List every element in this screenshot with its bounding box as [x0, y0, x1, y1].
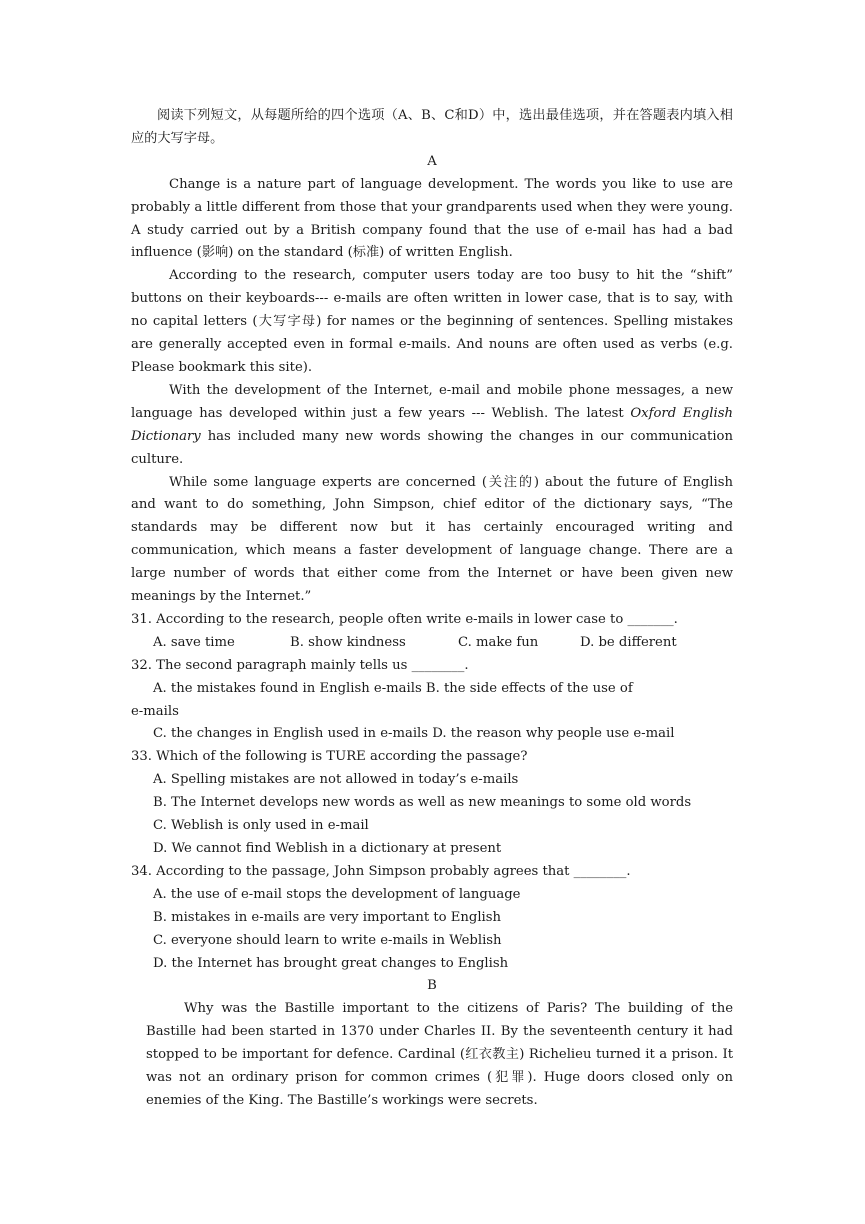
section-b-heading: B [427, 978, 437, 994]
section-a-heading: A [427, 153, 437, 169]
dictionary-title: Oxford English Dictionary [131, 405, 734, 444]
question-32-stem: 32. The second paragraph mainly tells us ________. [131, 657, 469, 673]
question-33-options [131, 769, 733, 861]
question-32-option-b-continued: e-mails [131, 703, 179, 719]
question-32-options-cd: C. the changes in English used in e-mails D. the reason why people use e-mail [153, 726, 675, 742]
question-33-option-d: D. We cannot find Weblish in a dictionary at present [153, 841, 502, 856]
passage-b-paragraph-1: Why was the Bastille important to the citizens of Paris? The building of the Bastille had been started in 1370 under Charles II. By the seventeenth century it had stopped to be important for defence. Cardinal (红衣教主) Richelieu turned it a prison. It was not an ordinary prison for common crimes (犯罪). Huge doors closed only on enemies of the King. The Bastille’s workings were secrets. [146, 1001, 733, 1108]
instructions: 阅读下列短文，从每题所给的四个选项（A、B、C和D）中，选出最佳选项，并在答题表内填入相应的大写字母。 [131, 108, 733, 146]
question-34-option-b: B. mistakes in e-mails are very important to English [153, 909, 502, 925]
question-33-option-c: C. Weblish is only used in e-mail [153, 818, 369, 834]
question-34-options [131, 884, 733, 976]
question-34-stem: 34. According to the passage, John Simpson probably agrees that ________. [131, 863, 631, 879]
exam-page [131, 105, 733, 1113]
question-31-options [131, 632, 733, 655]
question-31-option-d: D. be different [580, 634, 677, 650]
question-32-options-ab: A. the mistakes found in English e-mails B. the side effects of the use of [153, 680, 633, 696]
question-33-stem: 33. Which of the following is TURE according the passage? [131, 749, 528, 765]
question-34-option-a: A. the use of e-mail stops the development of language [153, 886, 521, 902]
question-34-option-d: D. the Internet has brought great changes to English [153, 955, 509, 971]
question-34-option-c: C. everyone should learn to write e-mails in Weblish [153, 932, 502, 948]
passage-a-paragraph-3 [131, 380, 733, 472]
question-31-option-c: C. make fun [458, 634, 539, 650]
question-31-option-b: B. show kindness [290, 634, 406, 650]
paragraph-3-text-start: With the development of the Internet, e-mail and mobile phone messages, a new language has developed within just a few years --- Weblish. The latest [131, 382, 733, 421]
question-33-option-b: B. The Internet develops new words as well as new meanings to some old words [153, 795, 692, 811]
question-31-stem: 31. According to the research, people often write e-mails in lower case to _______. [131, 611, 678, 627]
passage-a-paragraph-4: While some language experts are concerned (关注的) about the future of English and want to do something, John Simpson, chief editor of the dictionary says, “The standards may be different now but it has certainly encouraged writing and communication, which means a faster development of language change. There are a large number of words that either come from the Internet or have been given new meanings by the Internet.” [131, 474, 733, 605]
paragraph-3-text-end: has included many new words showing the changes in our communication culture. [131, 428, 733, 467]
question-31-option-a: A. save time [153, 634, 235, 650]
question-33-option-a: A. Spelling mistakes are not allowed in today’s e-mails [153, 772, 519, 788]
passage-a-paragraph-1: Change is a nature part of language development. The words you like to use are probably a little different from those that your grandparents used when they were young. A study carried out by a British company found that the use of e-mail has had a bad influence (影响) on the standard (标准) of written English. [131, 176, 733, 261]
passage-a-paragraph-2: According to the research, computer users today are too busy to hit the “shift” buttons on their keyboards--- e-mails are often written in lower case, that is to say, with no capital letters (大写字母) for names or the beginning of sentences. Spelling mistakes are generally accepted even in formal e-mails. And nouns are often used as verbs (e.g. Please bookmark this site). [131, 268, 733, 375]
